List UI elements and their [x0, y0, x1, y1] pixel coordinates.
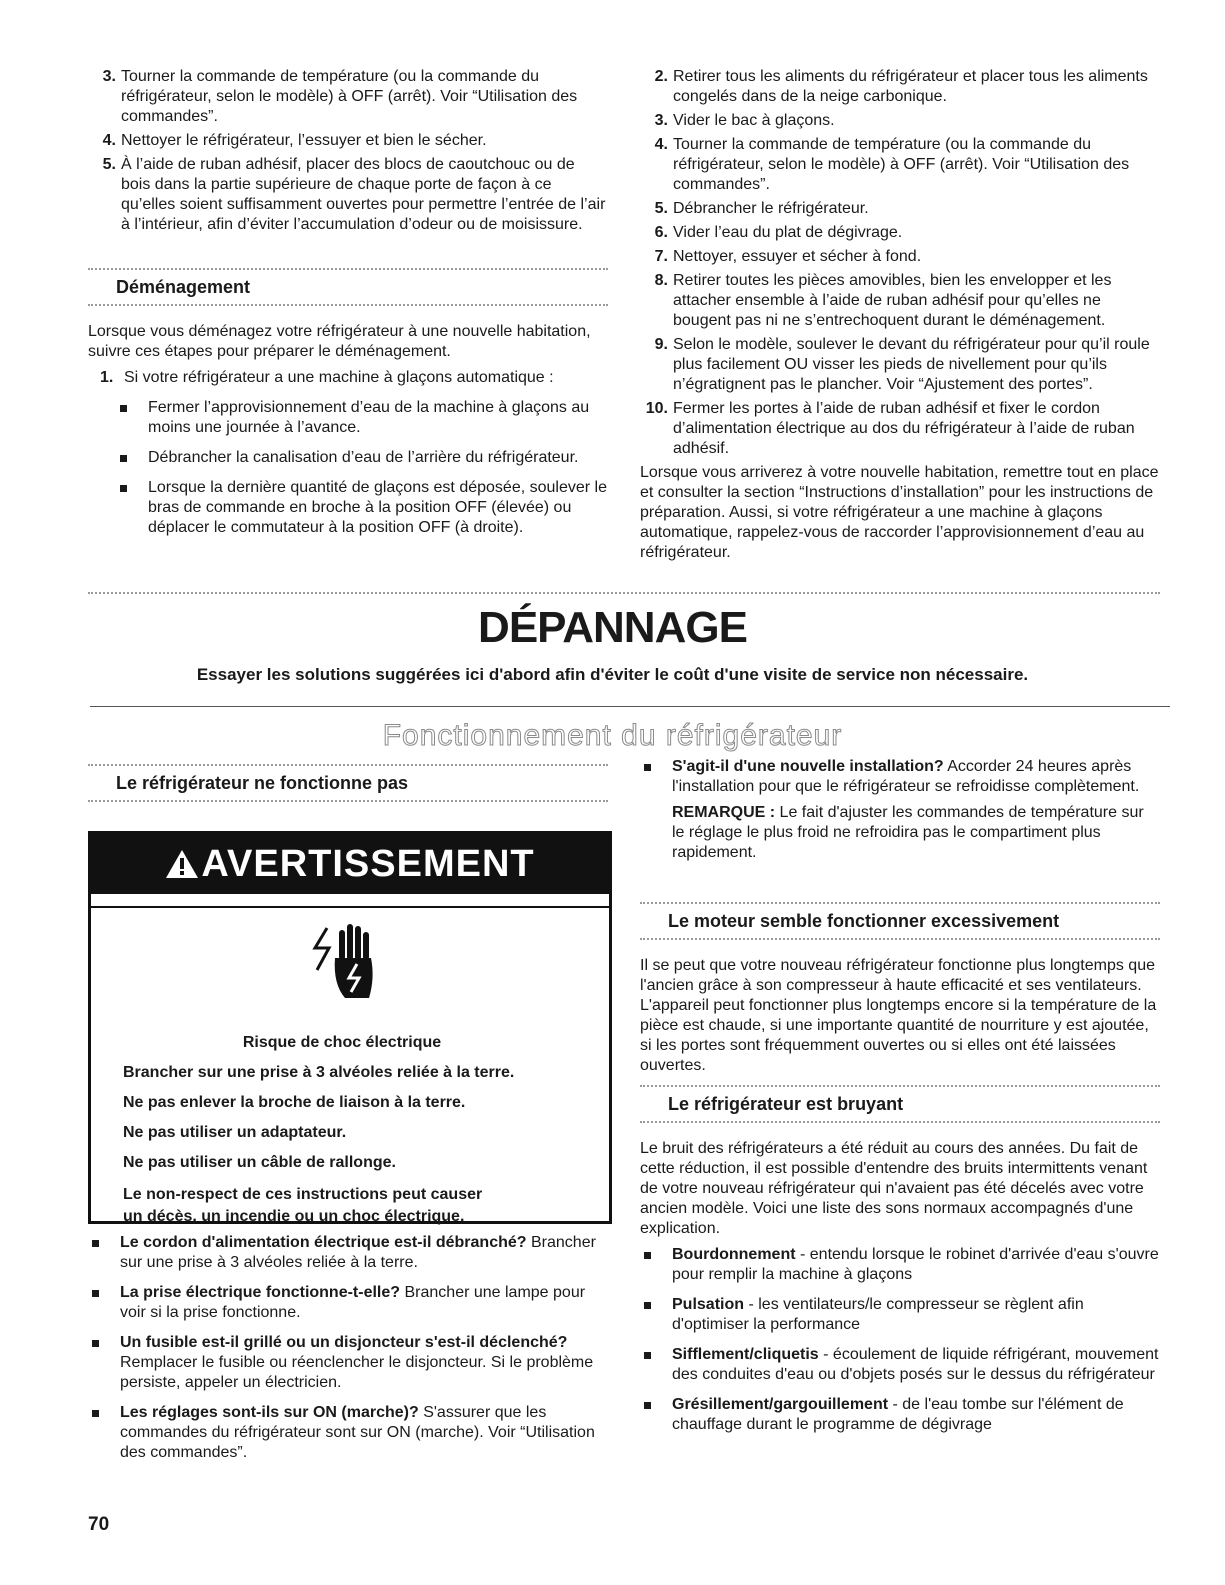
- electric-shock-hand-icon: [91, 914, 609, 1018]
- motor-body: [640, 956, 1160, 1076]
- list-item: [640, 1345, 1160, 1385]
- step-number: 6.: [654, 224, 668, 241]
- step-text: Nettoyer le réfrigérateur, l’essuyer et bien le sécher.: [121, 132, 487, 149]
- warning-banner-text: AVERTISSEMENT: [201, 843, 535, 885]
- list-item: [640, 223, 1160, 243]
- check-answer: S'assurer que les commandes du réfrigérateur sont sur ON (marche). Voir “Utilisation des commandes”.: [120, 1404, 595, 1461]
- bullet-icon: [92, 1240, 99, 1247]
- step-number: 9.: [654, 336, 668, 353]
- noisy-text: Le bruit des réfrigérateurs a été réduit au cours des années. Du fait de cette réduction, il est possible d'entendre des bruits intermittents venant de votre nouveau réfrigérateur qui n'avaient pas été décelés avec votre ancien modèle. Voici une liste des sons normaux accompagnés d'une explication.: [640, 1140, 1148, 1237]
- bullet-icon: [644, 1402, 651, 1409]
- step-text: Vider l’eau du plat de dégivrage.: [673, 224, 903, 241]
- demenagement-step-1: [88, 368, 612, 388]
- check-answer: Brancher une lampe pour voir si la prise fonctionne.: [120, 1284, 586, 1321]
- sound-desc: - de l'eau tombe sur l'élément de chauffage durant le programme de dégivrage: [672, 1396, 1124, 1433]
- warning-lines: [91, 1032, 609, 1228]
- sound-name: Sifflement/cliquetis: [672, 1346, 819, 1363]
- list-item: [640, 271, 1160, 331]
- warning-triangle-icon: [165, 849, 199, 879]
- bullet-icon: [644, 764, 651, 771]
- step-text: Retirer toutes les pièces amovibles, bien les envelopper et les attacher ensemble à l’aide de ruban adhésif pour qu’elles ne bougent pas ni ne s’entrechoquent durant le déménagement.: [673, 272, 1112, 329]
- page-title: DÉPANNAGE: [478, 603, 747, 652]
- step-number: 4.: [654, 136, 668, 153]
- list-item: [88, 131, 608, 151]
- list-item: [640, 757, 1160, 797]
- warning-banner: [91, 834, 609, 894]
- sound-list: [640, 1245, 1160, 1435]
- new-install-block: [640, 757, 1160, 863]
- step-text: Selon le modèle, soulever le devant du réfrigérateur pour qu’il roule plus facilement OU visser les pieds de nivellement pour qu’ils n’égratignent pas le plancher. Voir “Ajustement des portes”.: [673, 336, 1150, 393]
- hazard-label: Risque de choc électrique: [242, 1034, 442, 1051]
- bullet-icon: [644, 1352, 651, 1359]
- warning-line: Ne pas utiliser un câble de rallonge.: [123, 1154, 396, 1171]
- list-item: [640, 111, 1160, 131]
- warning-inner-rule: [91, 906, 609, 908]
- step-number: 4.: [102, 132, 116, 149]
- list-item: [116, 398, 612, 438]
- step-number: 8.: [654, 272, 668, 289]
- list-item: [640, 135, 1160, 195]
- step-number: 10.: [645, 400, 668, 417]
- check-question: Un fusible est-il grillé ou un disjoncteur s'est-il déclenché?: [120, 1334, 568, 1351]
- step-text: Fermer les portes à l’aide de ruban adhésif et fixer le cordon d’alimentation électrique au dos du réfrigérateur à l’aide de ruban adhésif.: [673, 400, 1135, 457]
- warning-box: [88, 831, 612, 1224]
- list-item: [640, 247, 1160, 267]
- step-list: [640, 67, 1160, 459]
- warning-consequence: [123, 1184, 589, 1228]
- heading-text: Le réfrigérateur est bruyant: [668, 1094, 904, 1114]
- check-answer: Brancher sur une prise à 3 alvéoles reliée à la terre.: [120, 1234, 596, 1271]
- step-text: Si votre réfrigérateur a une machine à glaçons automatique :: [124, 369, 554, 386]
- sound-desc: - écoulement de liquide réfrigérant, mouvement des conduites d'eau ou d'objets posés sur le dessus du réfrigérateur: [672, 1346, 1159, 1383]
- list-item: [640, 67, 1160, 107]
- list-item: [88, 155, 608, 235]
- bullet-icon: [92, 1290, 99, 1297]
- moving-closing-paragraph: Lorsque vous arriverez à votre nouvelle habitation, remettre tout en place et consulter la section “Instructions d’installation” pour les instructions de préparation. Aussi, si votre réfrigérateur a une machine à glaçons automatique, rappelez-vous de raccorder l’approvisionnement d’eau au réfrigérateur.: [640, 464, 1159, 561]
- step-text: Vider le bac à glaçons.: [673, 112, 835, 129]
- section-divider: [88, 592, 1160, 594]
- icemaker-bullets: [88, 398, 612, 538]
- noisy-heading: [640, 1085, 1160, 1123]
- step-text: À l’aide de ruban adhésif, placer des blocs de caoutchouc ou de bois dans la partie supérieure de chaque porte de façon à ce qu’elles soient suffisamment ouvertes pour permettre l’entrée de l’air à l’intérieur, afin d’éviter l’accumulation d’odeur ou de moisissure.: [121, 156, 606, 233]
- list-item: [640, 399, 1160, 459]
- consequence-line: Le non-respect de ces instructions peut causer: [123, 1186, 483, 1203]
- list-item: [116, 448, 612, 468]
- check-list: [88, 1233, 603, 1463]
- bullet-icon: [92, 1410, 99, 1417]
- section-title: Fonctionnement du réfrigérateur: [382, 719, 843, 752]
- right-top-steps: [640, 67, 1160, 563]
- bullet-text: Lorsque la dernière quantité de glaçons est déposée, soulever le bras de commande en broche à la position OFF (élevée) ou déplacer le commutateur à la position OFF (à droite).: [148, 479, 607, 536]
- check-question: Les réglages sont-ils sur ON (marche)?: [120, 1404, 419, 1421]
- check-question: S'agit-il d'une nouvelle installation?: [672, 758, 944, 775]
- demenagement-intro: Lorsque vous déménagez votre réfrigérateur à une nouvelle habitation, suivre ces étapes pour préparer le déménagement.: [88, 323, 591, 360]
- motor-text: Il se peut que votre nouveau réfrigérateur fonctionne plus longtemps que l'ancien grâce à son compresseur à haute efficacité et ses ventilateurs. L'appareil peut fonctionner plus longtemps encore si la température de la pièce est chaude, si une importante quantité de nourriture y est ajoutée, si les portes sont fréquemment ouvertes ou si elles ont été laissées ouvertes.: [640, 957, 1157, 1074]
- step-text: Tourner la commande de température (ou la commande du réfrigérateur, selon le modèle) à OFF (arrêt). Voir “Utilisation des commandes”.: [673, 136, 1130, 193]
- list-item: [640, 199, 1160, 219]
- heading-text: Le réfrigérateur ne fonctionne pas: [116, 773, 409, 793]
- list-item: [88, 67, 608, 127]
- step-number: 1.: [100, 369, 114, 386]
- demenagement-heading: [88, 268, 608, 306]
- page-number: 70: [88, 1514, 110, 1535]
- check-question: Le cordon d'alimentation électrique est-il débranché?: [120, 1234, 527, 1251]
- motor-heading: [640, 902, 1160, 940]
- bullet-icon: [120, 485, 127, 492]
- list-item: [116, 478, 612, 538]
- list-item: [88, 1403, 603, 1463]
- sound-desc: - entendu lorsque le robinet d'arrivée d'eau s'ouvre pour remplir la machine à glaçons: [672, 1246, 1159, 1283]
- step-number: 3.: [102, 68, 116, 85]
- step-text: Nettoyer, essuyer et sécher à fond.: [673, 248, 922, 265]
- step-text: Tourner la commande de température (ou la commande du réfrigérateur, selon le modèle) à OFF (arrêt). Voir “Utilisation des commandes”.: [121, 68, 578, 125]
- sound-name: Pulsation: [672, 1296, 745, 1313]
- list-item: [640, 1395, 1160, 1435]
- sound-name: Bourdonnement: [672, 1246, 796, 1263]
- bullet-icon: [120, 405, 127, 412]
- note-text: Le fait d'ajuster les commandes de température sur le réglage le plus froid ne refroidira pas le compartiment plus rapidement.: [672, 804, 1144, 861]
- step-number: 5.: [654, 200, 668, 217]
- sound-desc: - les ventilateurs/le compresseur se règlent afin d'optimiser la performance: [672, 1296, 1084, 1333]
- heading-text: Le moteur semble fonctionner excessivement: [668, 911, 1060, 931]
- step-number: 3.: [654, 112, 668, 129]
- bullet-text: Fermer l’approvisionnement d’eau de la machine à glaçons au moins une journée à l’avance.: [148, 399, 590, 436]
- section-rule: [90, 706, 1170, 707]
- step-text: Retirer tous les aliments du réfrigérateur et placer tous les aliments congelés dans de la neige carbonique.: [673, 68, 1148, 105]
- bullet-icon: [120, 455, 127, 462]
- not-working-checks: [88, 1233, 603, 1473]
- warning-line: Brancher sur une prise à 3 alvéoles reliée à la terre.: [123, 1064, 515, 1081]
- bullet-icon: [644, 1252, 651, 1259]
- list-item: [88, 1233, 603, 1273]
- check-question: La prise électrique fonctionne-t-elle?: [120, 1284, 401, 1301]
- step-list: [88, 67, 608, 235]
- page-subtitle: Essayer les solutions suggérées ici d'abord afin d'éviter le coût d'une visite de service non nécessaire.: [196, 665, 1029, 684]
- list-item: [88, 1283, 603, 1323]
- noisy-body: [640, 1139, 1160, 1445]
- consequence-line: un décès, un incendie ou un choc électrique.: [123, 1208, 465, 1225]
- new-install-list: [640, 757, 1160, 797]
- note-label: REMARQUE :: [672, 804, 776, 821]
- demenagement-body: [88, 322, 612, 548]
- bullet-text: Débrancher la canalisation d’eau de l’arrière du réfrigérateur.: [148, 449, 579, 466]
- list-item: [88, 1333, 603, 1393]
- not-working-heading: [88, 764, 608, 802]
- list-item: [640, 1295, 1160, 1335]
- step-number: 5.: [102, 156, 116, 173]
- left-top-steps: [88, 67, 608, 239]
- warning-line: Ne pas utiliser un adaptateur.: [123, 1124, 347, 1141]
- list-item: [640, 335, 1160, 395]
- step-number: 2.: [654, 68, 668, 85]
- list-item: [640, 1245, 1160, 1285]
- check-answer: Accorder 24 heures après l'installation pour que le réfrigérateur se refroidisse complètement.: [672, 758, 1140, 795]
- step-number: 7.: [654, 248, 668, 265]
- bullet-icon: [92, 1340, 99, 1347]
- bullet-icon: [644, 1302, 651, 1309]
- warning-line: Ne pas enlever la broche de liaison à la terre.: [123, 1094, 466, 1111]
- sound-name: Grésillement/gargouillement: [672, 1396, 889, 1413]
- check-answer: Remplacer le fusible ou réenclencher le disjoncteur. Si le problème persiste, appeler un électricien.: [120, 1354, 594, 1391]
- new-install-note: [640, 803, 1160, 863]
- heading-text: Déménagement: [116, 277, 251, 297]
- step-text: Débrancher le réfrigérateur.: [673, 200, 869, 217]
